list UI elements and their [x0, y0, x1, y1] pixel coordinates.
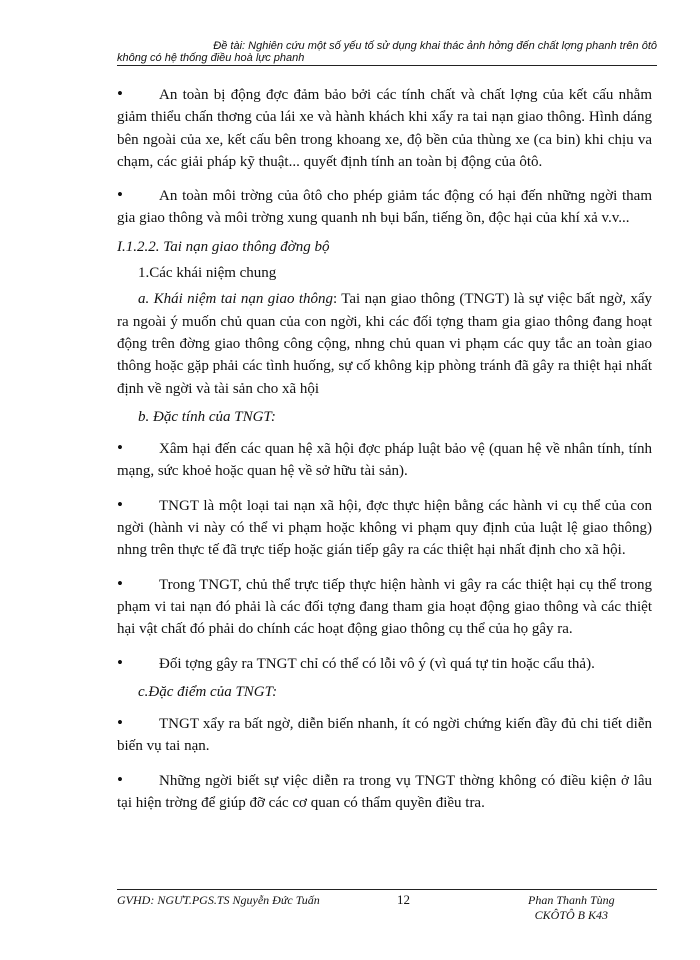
- paragraph-text: Trong TNGT, chủ thể trực tiếp thực hiện hành vi gây ra các thiệt hại cụ thể trong phạm vi tai nạn đó phải là các đối tợng đang tham gia hoạt động giao thông và các thiệt hại vật chất đó phải do chính các hoạt động giao thông cụ thể của họ gây ra.: [117, 576, 652, 638]
- footer-advisor: GVHD: NGƯT.PGS.TS Nguyễn Đức Tuấn: [117, 893, 320, 907]
- paragraph-text: An toàn môi trờng của ôtô cho phép giảm tác động có hại đến những ngời tham gia giao thông và môi trờng xung quanh nh bụi bẩn, tiếng ồn, độc hại của khí xả v.v...: [117, 188, 652, 227]
- header-title-line1: Đề tài: Nghiên cứu một số yếu tố sử dụng khai thác ảnh hởng đến chất lợng phanh trên ôtô: [213, 40, 657, 52]
- bullet-icon: •: [117, 713, 123, 733]
- section-heading: I.1.2.2. Tai nạn giao thông đờng bộ: [117, 238, 330, 255]
- subsection-heading: 1.Các khái niệm chung: [138, 265, 277, 282]
- bullet-icon: •: [117, 438, 123, 458]
- page-number: 12: [397, 892, 410, 907]
- paragraph-text: TNGT là một loại tai nạn xã hội, đợc thực hiện bằng các hành vi cụ thể của con ngời (hành vi này có thể vi phạm hoặc không vi phạm quy định của luật lệ giao thông) nhng trên thực tế đã trực tiếp hoặc gián tiếp gây ra các thiệt hại nhất định cho xã hội.: [117, 497, 652, 559]
- bullet-paragraph: [117, 713, 652, 758]
- footer-divider: [117, 889, 657, 890]
- paragraph-text: TNGT xẩy ra bất ngờ, diễn biến nhanh, ít có ngời chứng kiến đầy đủ chi tiết diễn biến vụ tai nạn.: [117, 716, 652, 755]
- bullet-paragraph: [117, 185, 652, 230]
- subheading-features: c.Đặc điểm của TNGT:: [138, 683, 278, 700]
- bullet-paragraph: [117, 438, 652, 483]
- author-class: CKÔTÔ B K43: [534, 908, 609, 922]
- bullet-icon: •: [117, 769, 123, 789]
- page-header: [117, 40, 657, 66]
- definition-paragraph: [117, 288, 652, 399]
- paragraph-text: Những ngời biết sự việc diễn ra trong vụ TNGT thờng không có điều kiện ở lâu tại hiện trờng để giúp đỡ các cơ quan có thẩm quyền điều tra.: [117, 772, 652, 812]
- footer-author: [528, 893, 615, 923]
- bullet-paragraph: [117, 770, 652, 815]
- bullet-icon: •: [117, 652, 123, 672]
- definition-text: : Tai nạn giao thông (TNGT) là sự việc bất ngờ, xẩy ra ngoài ý muốn chủ quan của con ngời, khi các đối tợng tham gia giao thông đang hoạt động trên đờng giao thông công cộng, nhng chủ quan vi phạm các quy tắc an toàn giao thông hoặc gặp phải các tình huống, sự cố không kịp phòng tránh đã gây ra thiệt hại nhất định về ngời và tài sản cho xã hội: [117, 291, 652, 397]
- bullet-icon: •: [117, 573, 123, 593]
- bullet-icon: •: [117, 84, 123, 103]
- paragraph-text: Xâm hại đến các quan hệ xã hội đợc pháp luật bảo vệ (quan hệ về nhân tính, tính mạng, sức khoẻ hoặc quan hệ về sở hữu tài sản).: [117, 441, 652, 480]
- header-title-line2: không có hệ thống điều hoà lực phanh: [117, 52, 305, 64]
- bullet-paragraph: [117, 574, 652, 641]
- bullet-paragraph: [117, 84, 652, 173]
- paragraph-text: An toàn bị động đợc đảm bảo bởi các tính chất và chất lợng của kết cấu nhằm giảm thiểu chấn thơng của lái xe và hành khách khi xẩy ra tai nạn giao thông. Hình dáng bên ngoài của xe, kết cấu bên trong khoang xe, độ bền của thùng xe (ca bin) khi chịu va chạm, các giải pháp kỹ thuật... quyết định tính an toàn bị động của ôtô.: [117, 87, 652, 170]
- bullet-icon: •: [117, 185, 123, 205]
- bullet-paragraph: [117, 653, 652, 675]
- bullet-icon: •: [117, 494, 123, 514]
- subheading-characteristics: b. Đặc tính của TNGT:: [138, 408, 276, 425]
- paragraph-text: Đối tợng gây ra TNGT chỉ có thể có lỗi vô ý (vì quá tự tin hoặc cẩu thả).: [159, 655, 595, 672]
- bullet-paragraph: [117, 495, 652, 562]
- definition-label: a. Khái niệm tai nạn giao thông: [138, 291, 333, 308]
- document-body: [117, 84, 652, 826]
- author-name: Phan Thanh Tùng: [528, 893, 615, 907]
